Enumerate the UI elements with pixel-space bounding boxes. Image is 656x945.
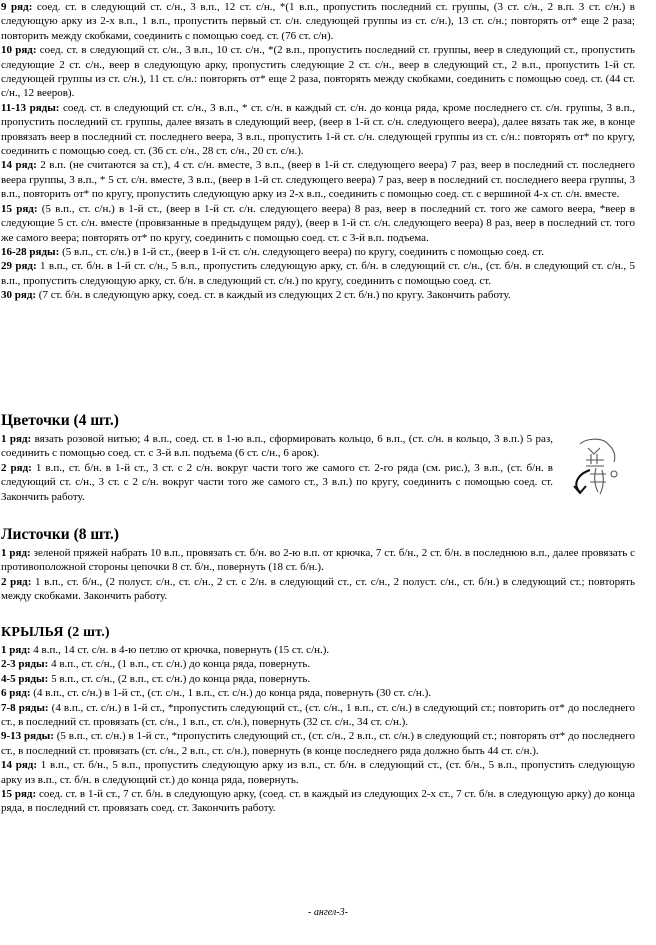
wings-block: [1, 643, 635, 816]
diagram-stroke: [611, 471, 617, 477]
wing-row-4-5: [1, 672, 635, 686]
row-label: 16-28 ряды:: [1, 245, 60, 258]
row-text: (5 в.п., ст. с/н.) в 1-й ст., (веер в 1-й ст. с/н. следующего веера) 8 раз, веер в последний ст. того же самого веера, *веер в следующие 5 ст. с/н. вместе (провязанные в предыдущем ряду), (веер в 1-й ст. с/н. следующего веера) 8 раз, веер в последний ст. того же самого веера; повторять от* по кругу, соединить с помощью соед. ст. с 3-й в.п. подъема.: [1, 202, 636, 244]
row-11-13: [1, 101, 635, 159]
row-text: соед. ст. в следующий ст. с/н., 3 в.п., 10 ст. с/н., *(2 в.п., пропустить последний ст. группы, веер в следующий ст., пропустить следующие 2 ст. с/н., веер в следующую арку, пропустить следующие 2 ст. с/н., веер в следующий ст., 2 в.п., пропустить 1-й ст. следующей группы из ст. с/н.), 11 ст. с/н.: повторять от* еще 2 раза, повторять между скобками, соединить с помощью соед. ст. (44 ст. с/н., 12 вееров).: [1, 44, 636, 100]
row-label: 1 ряд:: [1, 547, 31, 559]
wing-row-1: [1, 643, 635, 657]
row-label: 1 ряд:: [1, 644, 31, 656]
row-text: 2 в.п. (не считаются за ст.), 4 ст. с/н. вместе, 3 в.п., (веер в 1-й ст. следующего веера) 7 раз, веер в последний ст. последнего веера группы, 3 в.п., * 5 ст. с/н. вместе, 3 в.п., (веер в 1-й ст. следующего веера) 7 раз, веер в последний ст. последнего веера группы, 3 в.п., повторить от* по кругу, пропустить следующую арку из 2-х в.п., соединить с помощью соед. ст. с вершиной 4-х ст. с/н. вместе.: [1, 159, 635, 201]
wings-heading: КРЫЛЬЯ (2 шт.): [1, 625, 110, 640]
row-text: 5 в.п., ст. с/н., (2 в.п., ст. с/н.) до конца ряда, повернуть.: [48, 672, 311, 685]
row-label: 2 ряд:: [1, 575, 32, 588]
row-label: 30 ряд:: [1, 289, 37, 302]
row-label: 7-8 ряды:: [1, 701, 49, 714]
row-29: [1, 259, 635, 288]
row-label: 15 ряд:: [1, 202, 38, 215]
row-14: [1, 158, 635, 201]
row-label: 6 ряд:: [1, 687, 31, 700]
row-text: (7 ст. б/н. в следующую арку, соед. ст. в каждый из следующих 2 ст. б/н.) по кругу. Закончить работу.: [36, 289, 511, 302]
row-10: [1, 43, 635, 101]
leaves-heading: Листочки (8 шт.): [1, 526, 119, 543]
leaf-row-2: [1, 575, 635, 604]
row-text: 1 в.п., ст. б/н., (2 полуст. с/н., ст. с/н., 2 ст. с 2/н. в следующий ст., ст. с/н., 2 полуст. с/н., ст. б/н.) в следующий ст.; повторять между скобками. Закончить работу.: [1, 575, 636, 603]
row-text: соед. ст. в следующий ст. с/н., 3 в.п., * ст. с/н. в каждый ст. с/н. до конца ряда, кроме последнего ст. с/н. группы, 3 в.п., пропустить последний ст. группы, далее вязать в следующий веер, (веер в 1-й ст. с/н. следующего веера), далее вязать так же, в конце провязать веер в последний ст. последнего веера, 3 в.п., пропустить 1-й ст. с/н. следующей группы из ст. с/н.: повторять от* по кругу, соединить с помощью соед. ст. (36 ст. с/н., 28 ст. с/н., 20 ст. с/н.).: [1, 101, 635, 158]
row-label: 10 ряд:: [1, 44, 37, 57]
row-label: 9-13 ряды:: [1, 730, 54, 743]
row-text: (4 в.п., ст. с/н.) в 1-й ст., (ст. с/н., 1 в.п., ст. с/н.) до конца ряда, повернуть (30 ст. с/н.).: [30, 687, 431, 700]
row-text: (5 в.п., ст. с/н.) в 1-й ст., *пропустить следующий ст., (ст. с/н., 2 в.п., ст. с/н.) в следующий ст.; повторять от* до последнего ст., в последний ст. провязать (ст. с/н., 2 в.п., ст. с/н.), повернуть (в конце последнего ряда должно быть 44 ст. с/н.).: [1, 730, 635, 757]
row-text: 1 в.п., ст. б/н. в 1-й ст. с/н., 5 в.п., пропустить следующую арку, ст. б/н. в следующий ст. с/н., (ст. б/н. в следующий ст. с/н., 5 в.п., пропустить следующую арку, ст. б/н. в следующий ст. с/н.) по кругу, соединить с помощью соед. ст.: [1, 260, 636, 287]
row-label: 29 ряд:: [1, 260, 37, 273]
row-16-28: [1, 245, 635, 259]
leaves-block: [1, 546, 635, 604]
leaf-row-1: [1, 546, 635, 575]
row-15: [1, 202, 635, 245]
row-label: 14 ряд:: [1, 159, 37, 172]
row-label: 14 ряд:: [1, 759, 38, 772]
row-label: 2-3 ряды:: [1, 658, 49, 671]
flower-row-2: [1, 461, 553, 504]
row-label: 4-5 ряды:: [1, 672, 49, 685]
diagram-stroke: [588, 448, 600, 464]
row-text: вязать розовой нитью; 4 в.п., соед. ст. в 1-ю в.п., сформировать кольцо, 6 в.п., (ст. с/н. в кольцо, 3 в.п.) 5 раз, соединить с помощью соед. ст. с 3-й в.п. подъема (6 ст. с/н., 6 арок).: [1, 433, 553, 460]
row-label: 11-13 ряды:: [1, 101, 60, 114]
flowers-block: [1, 432, 553, 504]
page-footer: - ангел-3-: [308, 907, 348, 918]
row-text: соед. ст. в следующий ст. с/н., 3 в.п., 12 ст. с/н., *(1 в.п., пропустить последний ст. группы, (3 ст. с/н., 2 в.п. 3 ст. с/н.) в следующую арку из 2-х в.п., 1 в.п., пропустить первый ст. с/н. следующей группы из ст. с/н.), 13 ст. с/н.; повторять от* еще 2 раза; повторить между скобками, соединить с помощью соед. ст. (76 ст. с/н).: [1, 1, 636, 42]
row-text: соед. ст. в 1-й ст., 7 ст. б/н. в следующую арку, (соед. ст. в каждый из следующих 2-х ст., 7 ст. б/н. в следующую арку) до конца ряда, в последний ст. провязать соед. ст. Закончить работу.: [1, 788, 635, 815]
wing-row-2-3: [1, 657, 635, 671]
row-text: зеленой пряжей набрать 10 в.п., провязать ст. б/н. во 2-ю в.п. от крючка, 7 ст. б/н., 2 ст. б/н. в последнюю в.п., далее провязать с противоположной стороны цепочки 8 ст. б/н., повернуть (18 ст. б/н.).: [1, 547, 636, 574]
row-9: [1, 0, 635, 43]
row-label: 15 ряд:: [1, 788, 37, 801]
stitch-diagram-image: [560, 430, 630, 502]
wing-row-6: [1, 686, 635, 700]
wing-row-14: [1, 758, 635, 787]
diagram-stroke: [595, 468, 604, 494]
row-label: 1 ряд:: [1, 433, 32, 445]
row-30: [1, 288, 635, 302]
row-text: 4 в.п., 14 ст. с/н. в 4-ю петлю от крючка, повернуть (15 ст. с/н.).: [30, 644, 330, 656]
row-text: 1 в.п., ст. б/н., 5 в.п., пропустить следующую арку из в.п., ст. б/н. в следующий ст., (ст. б/н., 5 в.п., пропустить следующую арку из в.п., ст. б/н. в следующий ст.) до конца ряда, повернуть.: [1, 759, 636, 786]
wing-row-9-13: [1, 729, 635, 758]
wing-row-15: [1, 787, 635, 816]
row-label: 9 ряд:: [1, 1, 33, 13]
main-rows-block: [1, 0, 635, 303]
row-text: 1 в.п., ст. б/н. в 1-й ст., 3 ст. с 2 с/н. вокруг части того же самого ст. 2-го ряда (см. рис.), 3 в.п., (ст. б/н. в следующий ст. с/н., 3 ст. с 2 с/н. вокруг части того же самого ст., 3 в.п.) по кругу, соединить с помощью соед. ст. Закончить работу.: [1, 461, 553, 503]
diagram-stroke: [586, 460, 604, 466]
arrow-head-icon: [574, 486, 586, 493]
flowers-heading: Цветочки (4 шт.): [1, 412, 119, 429]
wing-row-7-8: [1, 701, 635, 730]
row-label: 2 ряд:: [1, 461, 32, 474]
row-text: (5 в.п., ст. с/н.) в 1-й ст., (веер в 1-й ст. с/н. следующего веера) по кругу, соединить с помощью соед. ст.: [59, 245, 544, 258]
flower-row-1: [1, 432, 553, 461]
row-text: 4 в.п., ст. с/н., (1 в.п., ст. с/н.) до конца ряда, повернуть.: [48, 658, 311, 671]
row-text: (4 в.п., ст. с/н.) в 1-й ст., *пропустить следующий ст., (ст. с/н., 1 в.п., ст. с/н.) в следующий ст.; повторить от* до последнего ст., в последний ст. провязать (ст. с/н., 1 в.п., ст. с/н.), повернуть (32 ст. с/н., 34 ст. с/н.).: [1, 701, 635, 729]
